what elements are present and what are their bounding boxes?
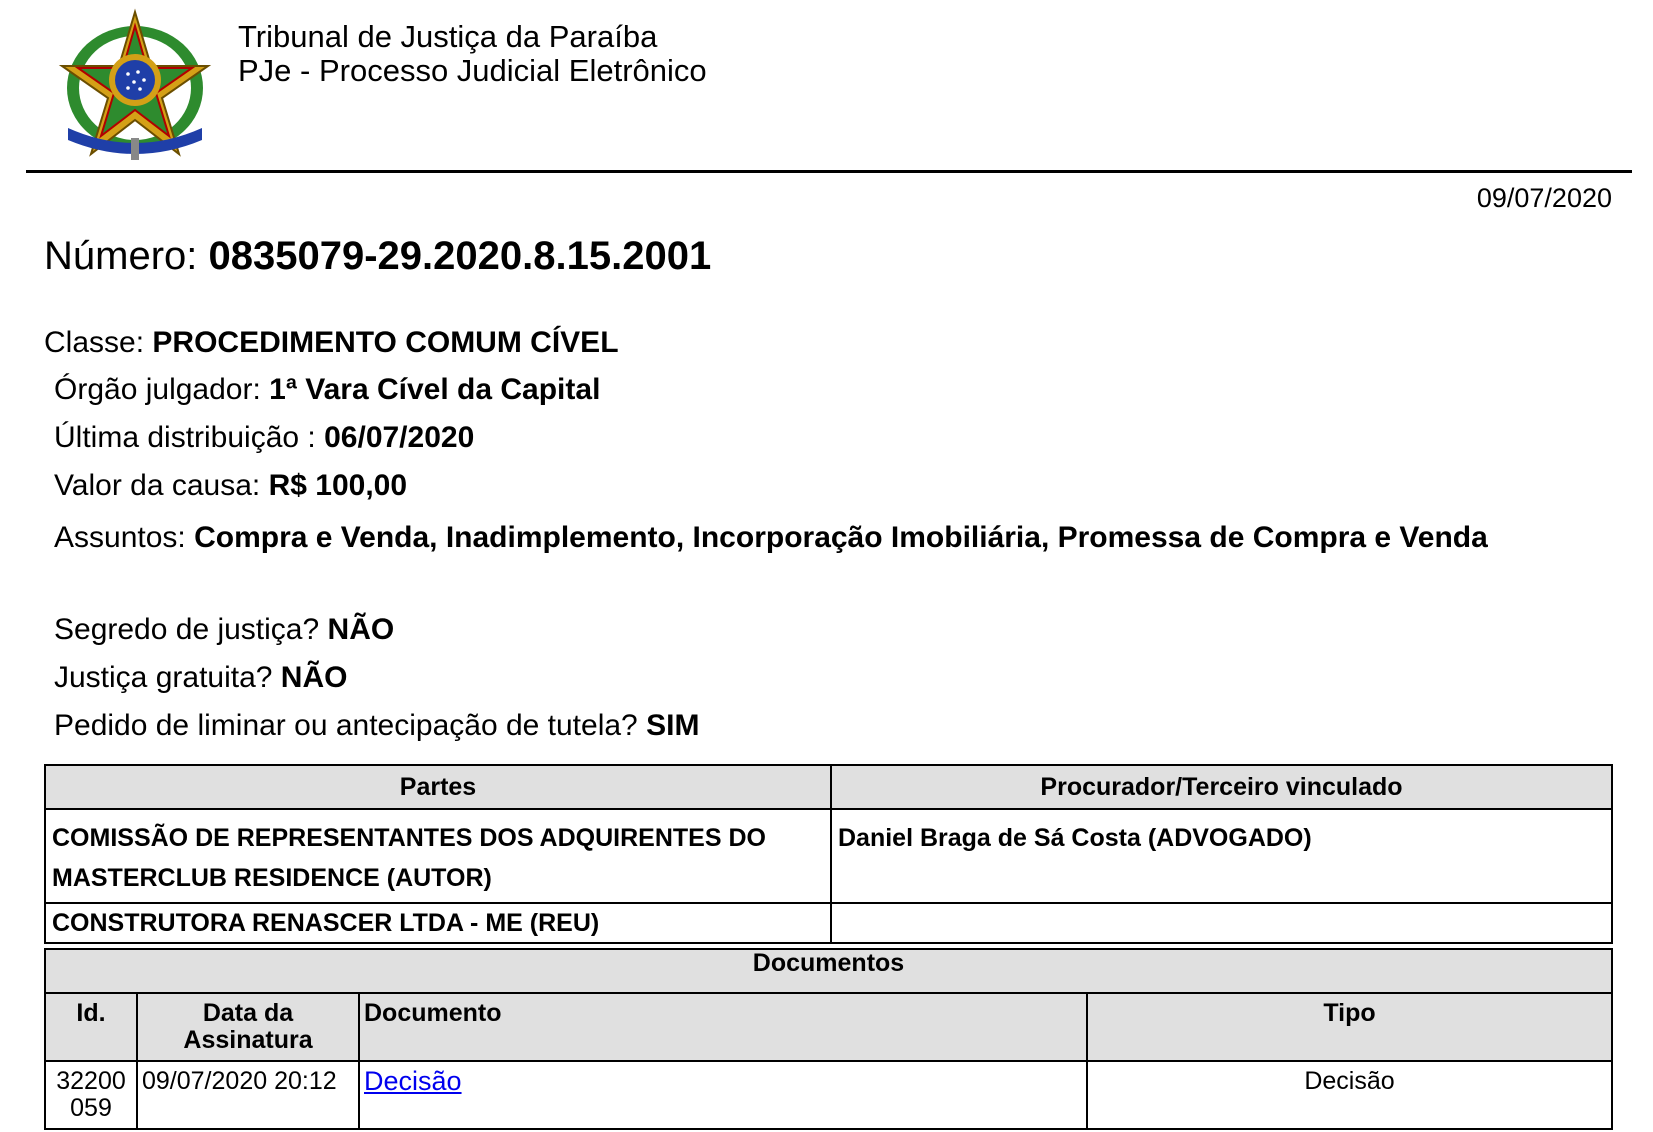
brazil-coat-of-arms-icon xyxy=(58,8,212,164)
field-label: Justiça gratuita? xyxy=(54,661,273,694)
procurador-cell: Daniel Braga de Sá Costa (ADVOGADO) xyxy=(831,809,1612,903)
documentos-title: Documentos xyxy=(45,949,1612,993)
field-label: Segredo de justiça? xyxy=(54,613,320,646)
column-header-tipo: Tipo xyxy=(1087,993,1612,1061)
table-row xyxy=(45,1061,1612,1129)
parte-cell: COMISSÃO DE REPRESENTANTES DOS ADQUIRENTES DO MASTERCLUB RESIDENCE (AUTOR) xyxy=(45,809,831,903)
document-id-cell: 32200 059 xyxy=(45,1061,137,1129)
field-valor-causa xyxy=(54,466,407,506)
table-row xyxy=(45,809,1612,903)
field-segredo-justica xyxy=(54,610,394,650)
system-name: PJe - Processo Judicial Eletrônico xyxy=(238,53,707,88)
column-header-id: Id. xyxy=(45,993,137,1061)
field-value: NÃO xyxy=(280,661,348,694)
table-title-row xyxy=(45,949,1612,993)
document-date-cell: 09/07/2020 20:12 xyxy=(137,1061,359,1129)
field-orgao-julgador xyxy=(54,370,600,410)
field-value: NÃO xyxy=(327,613,395,646)
field-label: Classe: xyxy=(44,326,145,359)
field-assuntos xyxy=(44,514,1614,562)
field-label: Última distribuição : xyxy=(54,421,316,454)
document-name-cell xyxy=(359,1061,1087,1129)
print-date: 09/07/2020 xyxy=(1476,183,1612,213)
field-value: R$ 100,00 xyxy=(268,469,408,502)
document-header xyxy=(0,0,1653,175)
field-label: Pedido de liminar ou antecipação de tutela? xyxy=(54,709,638,742)
procurador-cell xyxy=(831,903,1612,943)
column-header-documento: Documento xyxy=(359,993,1087,1061)
table-row xyxy=(45,903,1612,943)
field-classe xyxy=(44,323,619,363)
field-ultima-distribuicao xyxy=(54,418,474,458)
field-value: Compra e Venda, Inadimplemento, Incorporação Imobiliária, Promessa de Compra e Venda xyxy=(194,521,1488,554)
documentos-table xyxy=(44,948,1613,1130)
parte-cell: CONSTRUTORA RENASCER LTDA - ME (REU) xyxy=(45,903,831,943)
field-value: SIM xyxy=(646,709,700,742)
process-number xyxy=(44,234,711,279)
table-header-row xyxy=(45,765,1612,809)
document-type-cell: Decisão xyxy=(1087,1061,1612,1129)
header-divider xyxy=(26,170,1632,173)
document-link[interactable]: Decisão xyxy=(364,1066,462,1096)
field-pedido-liminar xyxy=(54,706,699,746)
field-label: Órgão julgador: xyxy=(54,373,261,406)
partes-table xyxy=(44,764,1613,944)
field-value: PROCEDIMENTO COMUM CÍVEL xyxy=(152,326,619,359)
column-header-data-assinatura: Data da Assinatura xyxy=(137,993,359,1061)
field-value: 1ª Vara Cível da Capital xyxy=(269,373,601,406)
field-label: Assuntos: xyxy=(54,521,186,554)
process-number-value: 0835079-29.2020.8.15.2001 xyxy=(208,234,712,278)
court-name: Tribunal de Justiça da Paraíba xyxy=(238,19,658,54)
process-number-label: Número: xyxy=(44,234,198,278)
field-justica-gratuita xyxy=(54,658,347,698)
field-value: 06/07/2020 xyxy=(324,421,475,454)
table-header-row xyxy=(45,993,1612,1061)
field-label: Valor da causa: xyxy=(54,469,261,502)
column-header-partes: Partes xyxy=(45,765,831,809)
column-header-procurador: Procurador/Terceiro vinculado xyxy=(831,765,1612,809)
